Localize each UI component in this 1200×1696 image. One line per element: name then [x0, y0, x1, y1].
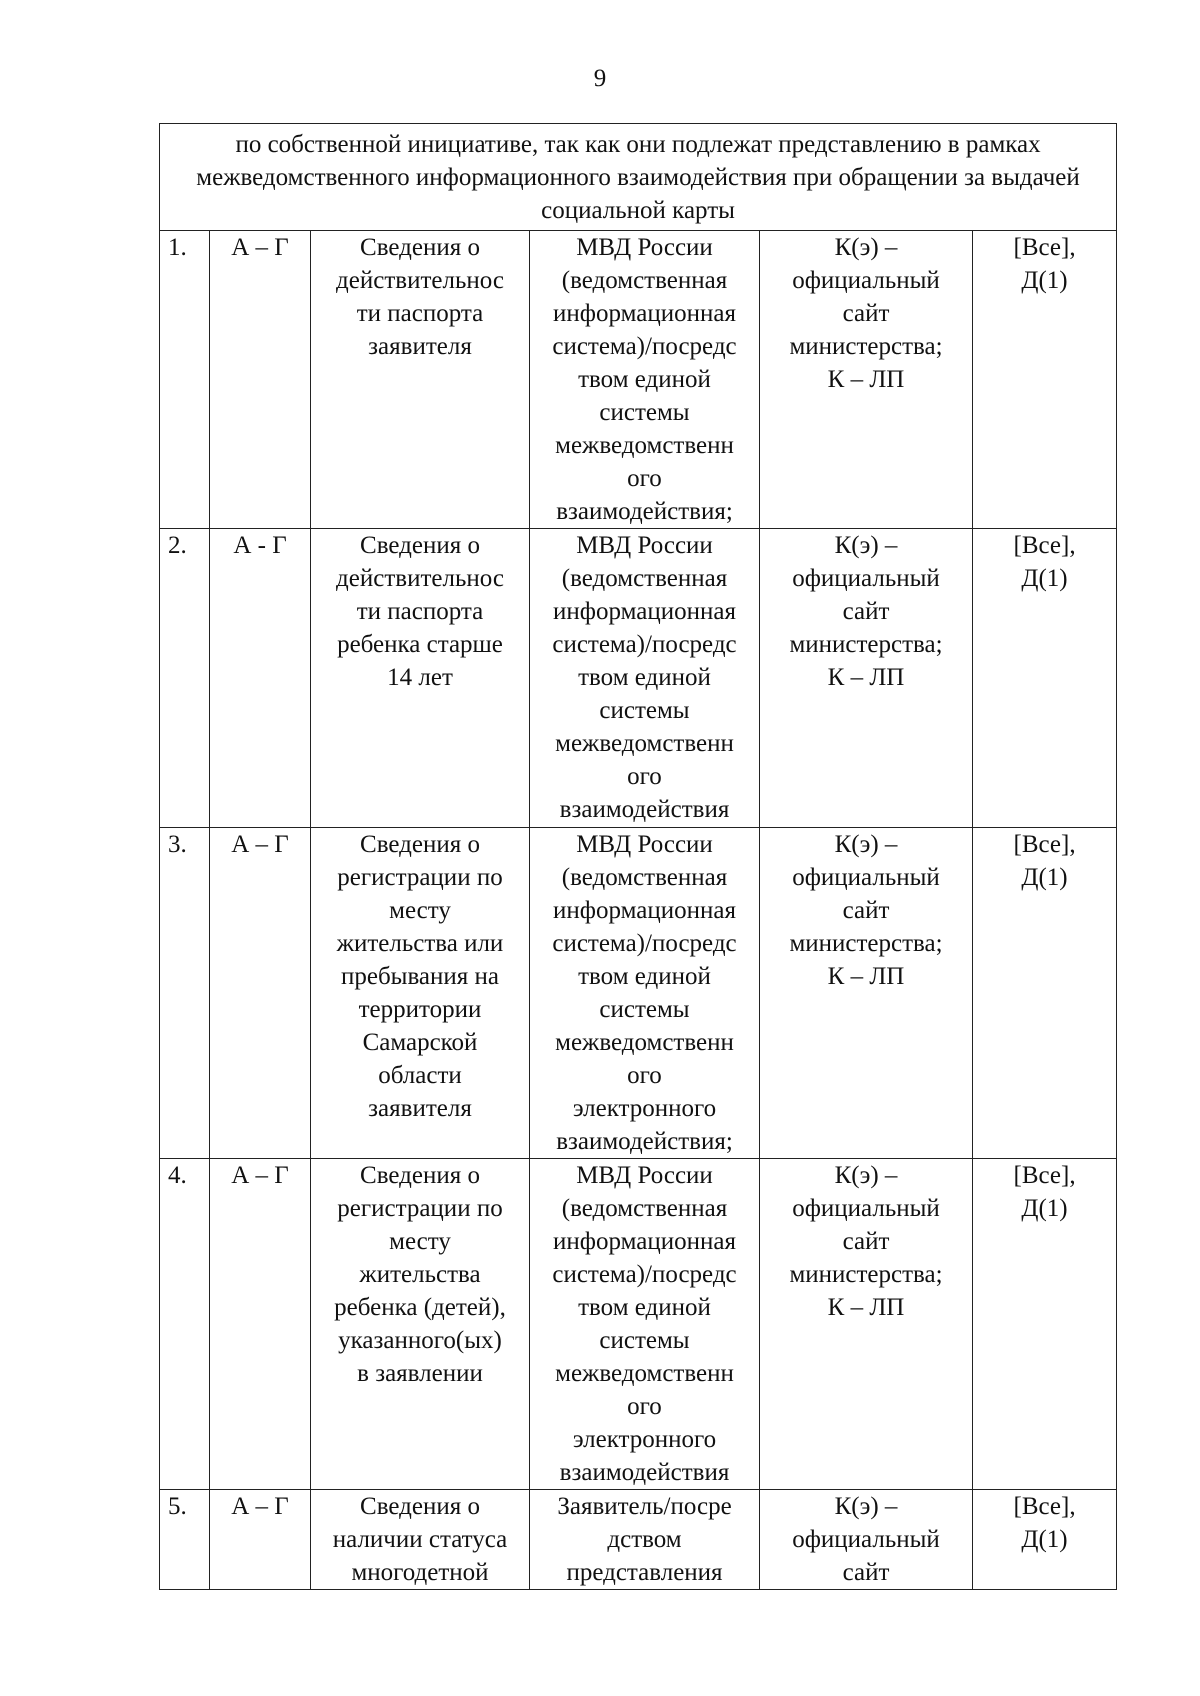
row-channel-text: К(э) – официальный сайт министерства; К – ЛП [789, 831, 943, 990]
table-row [160, 1490, 1117, 1590]
row-channel [760, 828, 973, 1159]
documents-table [159, 123, 1117, 1590]
row-scope-text: [Все], Д(1) [1013, 831, 1076, 891]
table-row [160, 231, 1117, 529]
row-number: 5. [160, 1490, 210, 1590]
row-info-text: Сведения о наличии статуса многодетной [332, 1493, 508, 1586]
row-source [530, 1490, 760, 1590]
row-channel-text: К(э) – официальный сайт [792, 1493, 940, 1586]
row-number: 2. [160, 529, 210, 828]
row-source-text: МВД России (ведомственная информационная система)/посредс твом единой системы межведомственн ого электронного взаимодействия; [552, 831, 737, 1155]
row-info [311, 1490, 530, 1590]
row-scope [973, 1159, 1117, 1490]
row-channel [760, 231, 973, 529]
row-channel-text: К(э) – официальный сайт министерства; К – ЛП [789, 234, 943, 393]
row-scope [973, 529, 1117, 828]
row-channel-text: К(э) – официальный сайт министерства; К – ЛП [789, 532, 943, 691]
row-info [311, 1159, 530, 1490]
row-source [530, 828, 760, 1159]
row-info-text: Сведения о действительнос ти паспорта заявителя [336, 234, 504, 360]
row-source [530, 231, 760, 529]
row-code: А – Г [210, 828, 311, 1159]
row-code: А – Г [210, 231, 311, 529]
row-scope-text: [Все], Д(1) [1013, 234, 1076, 294]
row-code: А – Г [210, 1159, 311, 1490]
row-scope [973, 828, 1117, 1159]
row-source-text: МВД России (ведомственная информационная система)/посредс твом единой системы межведомственн ого взаимодействия [552, 532, 737, 823]
row-source [530, 529, 760, 828]
row-info [311, 828, 530, 1159]
table-row [160, 529, 1117, 828]
row-number: 4. [160, 1159, 210, 1490]
row-code: А – Г [210, 1490, 311, 1590]
row-channel-text: К(э) – официальный сайт министерства; К – ЛП [789, 1162, 943, 1321]
row-scope [973, 231, 1117, 529]
row-scope-text: [Все], Д(1) [1013, 532, 1076, 592]
table-row [160, 828, 1117, 1159]
page-number: 9 [593, 65, 607, 92]
row-number: 1. [160, 231, 210, 529]
row-number: 3. [160, 828, 210, 1159]
row-source-text: МВД России (ведомственная информационная система)/посредс твом единой системы межведомственн ого взаимодействия; [552, 234, 737, 525]
row-channel [760, 529, 973, 828]
row-source-text: Заявитель/посре дством представления [557, 1493, 732, 1586]
row-info-text: Сведения о действительнос ти паспорта ребенка старше 14 лет [336, 532, 504, 691]
row-info [311, 231, 530, 529]
table-row [160, 1159, 1117, 1490]
row-scope [973, 1490, 1117, 1590]
row-source [530, 1159, 760, 1490]
row-channel [760, 1490, 973, 1590]
row-source-text: МВД России (ведомственная информационная система)/посредс твом единой системы межведомственн ого электронного взаимодействия [552, 1162, 737, 1486]
row-scope-text: [Все], Д(1) [1013, 1493, 1076, 1553]
row-info-text: Сведения о регистрации по месту жительства или пребывания на территории Самарской области заявителя [336, 831, 504, 1122]
row-info [311, 529, 530, 828]
row-channel [760, 1159, 973, 1490]
row-scope-text: [Все], Д(1) [1013, 1162, 1076, 1222]
row-code: А - Г [210, 529, 311, 828]
table-intro-text: по собственной инициативе, так как они подлежат представлению в рамках межведомственного информационного взаимодействия при обращении за выдачей социальной карты [160, 124, 1117, 231]
row-info-text: Сведения о регистрации по месту жительства ребенка (детей), указанного(ых) в заявлении [334, 1162, 506, 1387]
